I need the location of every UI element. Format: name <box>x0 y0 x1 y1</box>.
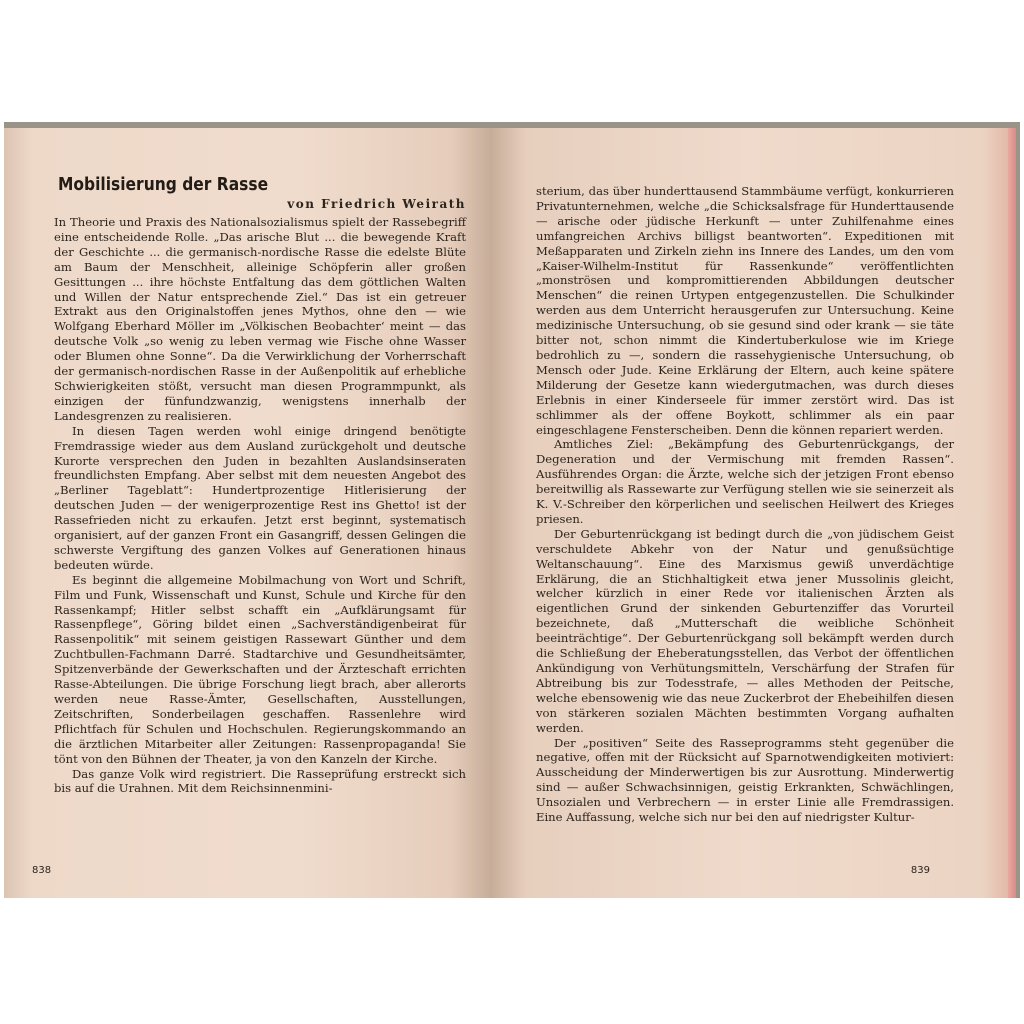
paragraph: Das ganze Volk wird registriert. Die Rasseprüfung erstreckt sich bis auf die Urahnen. Mit dem Reichsinnenmini- <box>54 766 466 796</box>
paragraph: Es beginnt die allgemeine Mobilmachung von Wort und Schrift, Film und Funk, Wissenschaft und Kunst, Schule und Kirche für den Rassenkampf; Hitler selbst schafft ein „Aufklärungsamt für Rassenpflege“, Göring bildet einen „Sachverständigenbeirat für Rassenpolitik“ mit seinem geistigen Rassewart Günther und dem Zuchtbullen-Fachmann Darré. Stadtarchive und Gesundheitsämter, Spitzenverbände der Gewerkschaften und der Ärzteschaft errichten Rasse-Abteilungen. Die übrige Forschung liegt brach, aber allerorts werden neue Rasse-Ämter, Gesellschaften, Ausstellungen, Zeitschriften, Sonderbeilagen geschaffen. Rassenlehre wird Pflichtfach für Schulen und Hochschulen. Regierungskommando an die ärztlichen Mitarbeiter aller Zeitungen: Rassenpropaganda! Sie tönt von den Bühnen der Theater, ja von den Kanzeln der Kirche. <box>54 572 466 766</box>
left-page <box>4 128 490 898</box>
paragraph: Amtliches Ziel: „Bekämpfung des Geburtenrückgangs, der Degeneration und der Vermischung mit fremden Rassen“. Ausführendes Organ: die Ärzte, welche sich der jetzigen Front ebenso bereitwillig als Rassewarte zur Verfügung stellen wie sie seinerzeit als K. V.-Schreiber den körperlichen und seelischen Heilwert des Krieges priesen. <box>536 437 954 526</box>
paragraph: Der „positiven“ Seite des Rasseprogramms steht gegenüber die negative, offen mit der Rücksicht auf Sparnotwendigkeiten motiviert: Ausscheidung der Minderwertigen bis zur Ausrottung. Minderwertig sind — außer Schwachsinnigen, geistig Erkrankten, Schwächlingen, Unsozialen und Verbrechern — in erster Linie alle Fremdrassigen. Eine Auffassung, welche sich nur bei den auf niedrigster Kultur- <box>536 735 954 825</box>
article-byline: von Friedrich Weirath <box>287 197 466 211</box>
book-spread <box>4 122 1020 898</box>
paragraph: Der Geburtenrückgang ist bedingt durch die „von jüdischem Geist verschuldete Abkehr von der Natur und genußsüchtige Weltanschauung“. Eine des Marxismus gewiß unverdächtige Erklärung, die an Stichhaltigkeit etwa jener Mussolinis gleicht, welcher kürzlich in einer Rede vor italienischen Ärzten als eigentlichen Grund der sinkenden Geburtenziffer das Vorurteil bezeichnete, daß „Mutterschaft die weibliche Schönheit beeinträchtige“. Der Geburtenrückgang soll bekämpft werden durch die Schließung der Eheberatungsstellen, das Verbot der öffentlichen Ankündigung von Verhütungsmitteln, Verschärfung der Strafen für Abtreibung bis zur Todesstrafe, — alles Methoden der Peitsche, welche ebensowenig wie das neue Zuckerbrot der Ehebeihilfen diesen von stärkeren sozialen Mächten bestimmten Vorgang aufhalten werden. <box>536 526 954 735</box>
paragraph: sterium, das über hunderttausend Stammbäume verfügt, konkurrieren Privatunternehmen, welche „die Schicksalsfrage für Hunderttausende — arische oder jüdische Herkunft — unter Zuhilfenahme eines umfangreichen Archivs billigst beantworten“. Expeditionen mit Meßapparaten und Zirkeln ziehn ins Innere des Landes, um den vom „Kaiser-Wilhelm-Institut für Rassenkunde“ veröffentlichten „monströsen und kompromittierenden Abbildungen deutscher Menschen“ die reinen Urtypen entgegenzustellen. Die Schulkinder werden aus dem Unterricht herausgerufen zur Untersuchung. Keine medizinische Untersuchung, ob sie gesund sind oder krank — sie täte bitter not, schon nimmt die Kindertuberkulose wie im Kriege bedrohlich zu —, sondern die rassehygienische Untersuchung, ob Mensch oder Jude. Keine Erklärung der Eltern, auch keine spätere Milderung der Gesetze kann wiedergutmachen, was durch dieses Erlebnis in einer Kinderseele für immer zerstört wird. Das ist schlimmer als der offene Boykott, schlimmer als ein paar eingeschlagene Fensterscheiben. Denn die können repariert werden. <box>536 184 954 437</box>
page-number: 838 <box>32 865 52 876</box>
paragraph: In diesen Tagen werden wohl einige dringend benötigte Fremdrassige wieder aus dem Ausland zurückgeholt und deutsche Kurorte versprechen den Juden in bezahlten Auslandsinseraten freundlichsten Empfang. Aber selbst mit dem neuesten Angebot des „Berliner Tageblatt“: Hundertprozentige Hitlerisierung der deutschen Juden — der wenigerprozentige Rest ins Ghetto! ist der Rassefrieden nicht zu erkaufen. Jetzt erst beginnt, systematisch organisiert, auf der ganzen Front ein Gasangriff, dessen Gelingen die schwerste Vergiftung des ganzen Volkes auf Generationen hinaus bedeuten würde. <box>54 423 466 572</box>
right-page <box>490 128 1008 898</box>
paragraph: In Theorie und Praxis des Nationalsozialismus spielt der Rassebegriff eine entscheidende Rolle. „Das arische Blut ... die bewegende Kraft der Geschichte ... die germanisch-nordische Rasse die edelste Blüte am Baum der Menschheit, alleinige Schöpferin aller großen Gesittungen ... ihre höchste Entfaltung das dem göttlichen Walten und Willen der Natur entsprechende Ziel.“ Das ist ein getreuer Extrakt aus den Originalstoffen jenes Mythos, ohne den — wie Wolfgang Eberhard Möller im „Völkischen Beobachter‘ meint — das deutsche Volk „so wenig zu leben vermag wie Fische ohne Wasser oder Blumen ohne Sonne“. Da die Verwirklichung der Vorherrschaft der germanisch-nordischen Rasse in der Außenpolitik auf erhebliche Schwierigkeiten stößt, versucht man diesen Programmpunkt, als einzigen der fünfundzwanzig, wenigstens innerhalb der Landesgrenzen zu realisieren. <box>54 215 466 423</box>
page-number: 839 <box>910 865 930 876</box>
article-title: Mobilisierung der Rasse <box>58 174 269 195</box>
page-edge <box>1008 128 1016 898</box>
